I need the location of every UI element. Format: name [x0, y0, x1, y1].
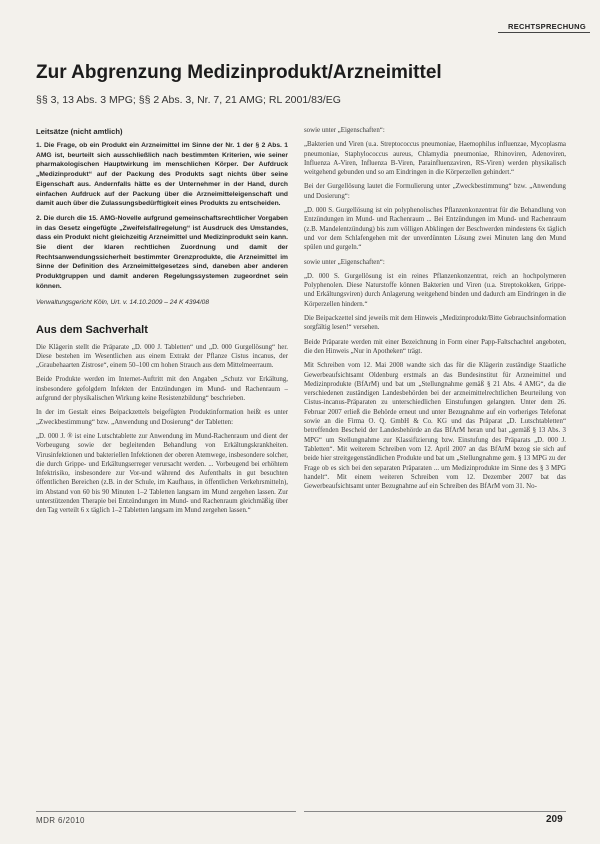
quote-paragraph: „D. 000 S. Gurgellösung ist ein reines Pflanzenkonzentrat, reich an hochpolymeren Polyphenolen. Diese Naturstoffe können Bakterien und Viren (u.a. Streptokokken, Grippe- und Erkältungsviren) durch Anlagerung weitgehend binden und dadurch am Eindringen in die Körperzellen hindern.“: [304, 272, 566, 308]
paragraph: Beide Produkte werden im Internet-Auftritt mit den Angaben „Schutz vor Erkältung, insbesondere gefolgdern Infekten der Entzündungen im Mund- und Rachenraum – aufgrund der physikalischen Wirkung keine Resistenzbildung“ beschrieben.: [36, 376, 288, 403]
right-column: [304, 126, 566, 496]
leitsaetze-heading: Leitsätze (nicht amtlich): [36, 127, 123, 136]
paragraph: Mit Schreiben vom 12. Mai 2008 wandte sich das für die Klägerin zuständige Staatliche Gewerbeaufsichtsamt Oldenburg erstmals an das Bundesinstitut für Arzneimittel und Medizinprodukte (BfArM) und bat um „Stellungnahme gemäß § 21 Abs. 4 AMG“, da die verschiedenen zuständigen Landesbehörden bei der arzneimittelrechtlichen Beurteilung von Cistus-incanus-Präparaten zu unterschiedlichen Einstufungen gelangten. Unter dem 26. Februar 2007 erließ die Behörde erneut und unter Bezugnahme auf ein vorheriges Telefonat sowie an die Firma O. Q. GmbH & Co. KG und das Präparat „D. Lutschtabletten“ betreffenden Bescheid der Landesbehörde an das BfArM heran und bat „gemäß § 13 Abs. 3 MPG“ um Stellungnahme zur Klassifizierung bzw. Einstufung des Präparats „D. 000 J. Tabletten“. Mit weiterem Schreiben vom 12. April 2007 an das BfArM bezog sie sich auf beide hier streitgegenständlichen Produkte und bat um „Stellungnahme gem. § 13 MPG zu der Frage ob es sich bei den separaten Präparaten ... um Medizinprodukte im Sinne des § 3 MPG handelt“. Mit einem weiteren Schreiben vom 12. Dezember 2007 bat das Gewerbeaufsichtsamt unter Bezugnahme auf ein Schreiben des BfArM vom 31. No-: [304, 362, 566, 491]
sachverhalt-heading: Aus dem Sachverhalt: [36, 323, 148, 336]
page-number: 209: [546, 814, 563, 825]
footer-divider: [36, 811, 296, 812]
leitsatz-2: 2. Die durch die 15. AMG-Novelle aufgrund gemeinschaftsrechtlicher Vorgaben in das Gesetz eingefügte „Zweifelsfallregelung“ ist Ausdruck des Umstandes, dass ein Produkt nicht gleichzeitig Arzneimittel und Medizinprodukt sein kann. Sie dient der klaren rechtlichen Zuordnung und damit der Rechtsanwendungssicherheit bestimmter Grenzprodukte, die Arzneimittel im Sinne der Definition des Arzneimittelgesetzes sind, daneben aber anderen Produktgruppen und damit anderen Regelungssystemen zugeordnet sein können.: [36, 214, 288, 290]
section-label: RECHTSPRECHUNG: [508, 22, 586, 31]
quote-paragraph: „D. 000 J. ® ist eine Lutschtablette zur Anwendung im Mund-Rachenraum und dient der Vorbeugung sowie der begleitenden Behandlung von Erkältungskrankheiten. Virusinfektionen und bakteriellen Infektionen der oberen Atemwege, insbesondere solcher, die durch Grippe- und Erkältungserreger verursacht werden. ... Vorbeugend bei erhöhtem Infektrisiko, insbesondere zur Vor-und während des Aufenthalts in gut besuchten öffentlichen Bereichen (z.B. in der Schule, im Kaufhaus, in öffentlichen Verkehrsmitteln), im Abstand von 60 bis 90 Minuten 1–2 Tabletten langsam im Mund zergehen lassen. Zur unterstützenden Therapie bei Entzündungen im Mund- und Rachenraum gleichmäßig über den Tag verteilt 6 x täglich 1–2 Tabletten langsam im Mund zergehen lassen.“: [36, 432, 288, 515]
article-title: Zur Abgrenzung Medizinprodukt/Arzneimittel: [36, 62, 442, 83]
court-citation: Verwaltungsgericht Köln, Urt. v. 14.10.2009 – 24 K 4394/08: [36, 298, 210, 306]
paragraph: Die Beipackzettel sind jeweils mit dem Hinweis „Medizinprodukt/Bitte Gebrauchsinformation sorgfältig lesen!“ versehen.: [304, 315, 566, 332]
paragraph: sowie unter „Eigenschaften“:: [304, 127, 385, 134]
quote-paragraph: „Bakterien und Viren (u.a. Streptococcus pneumoniae, Haemophilus influenzae, Mycoplasma pneumoniae, Staphylococcus aureus, Chlamydia pneumoniae, Rhinoviren, Adenoviren, Influenza A-Viren, Influenza B-Viren, Parainfluenzaviren, RS-Viren) werden physikalisch weitgehend gebunden und so am Eindringen in die Körperzellen gehindert.“: [304, 141, 566, 177]
paragraph: Die Klägerin stellt die Präparate „D. 000 J. Tabletten“ und „D. 000 Gurgellösung“ her. Diese bestehen im Wesentlichen aus einem Extrakt der Pflanze Cistus incanus, der „Graubehaarten Zistrose“, einem 50–100 cm hohen Strauch aus dem Mittelmeerraum.: [36, 343, 288, 370]
paragraph: In der im Gestalt eines Beipackzettels beigefügten Produktinformation heißt es unter „Zweckbestimmung“ bzw. „Anwendung und Dosierung“ der Tabletten:: [36, 409, 288, 426]
left-column: [36, 126, 288, 521]
section-divider: [498, 32, 590, 33]
leitsatz-1: 1. Die Frage, ob ein Produkt ein Arzneimittel im Sinne der Nr. 1 der § 2 Abs. 1 AMG ist, beurteilt sich ausschließlich nach bestimmten Kriterien, wie seiner pharmakologischen Hauptwirkung im menschlichen Körper. Der Aufdruck „Medizinprodukt“ auf der Packung des Produkts sagt nichts über seine Eigenschaft aus. Andernfalls hätte es der Unternehmer in der Hand, durch einfachen Aufdruck auf der Packung über die Arzneimitteleigenschaft und damit auch über die Zulassungsbedürftigkeit eines Produkts zu entscheiden.: [36, 142, 288, 208]
paragraph: Beide Präparate werden mit einer Bezeichnung in Form einer Papp-Faltschachtel angeboten, die den Hinweis „Nur in Apotheken“ trägt.: [304, 338, 566, 355]
paragraph: sowie unter „Eigenschaften“:: [304, 258, 385, 266]
quote-paragraph: „D. 000 S. Gurgellösung ist ein polyphenolisches Pflanzenkonzentrat für die Behandlung von Entzündungen im Mund- und Rachenraum ... Bei Entzündungen im Mund- und Rachenraum (z.B. Mandelentzündung) bis zum völligen Abklingen der Beschwerden mindestens 6x täglich und vor dem Schlafengehen mit der unverdünnten Lösung zwei Minuten lang den Mund spülen und gurgeln.“: [304, 207, 566, 252]
journal-reference: MDR 6/2010: [36, 816, 85, 825]
footer-divider: [304, 811, 566, 812]
paragraph: Bei der Gurgellösung lautet die Formulierung unter „Zweckbestimmung“ bzw. „Anwendung und Dosierung“:: [304, 183, 566, 200]
article-subtitle: §§ 3, 13 Abs. 3 MPG; §§ 2 Abs. 3, Nr. 7, 21 AMG; RL 2001/83/EG: [36, 94, 341, 106]
